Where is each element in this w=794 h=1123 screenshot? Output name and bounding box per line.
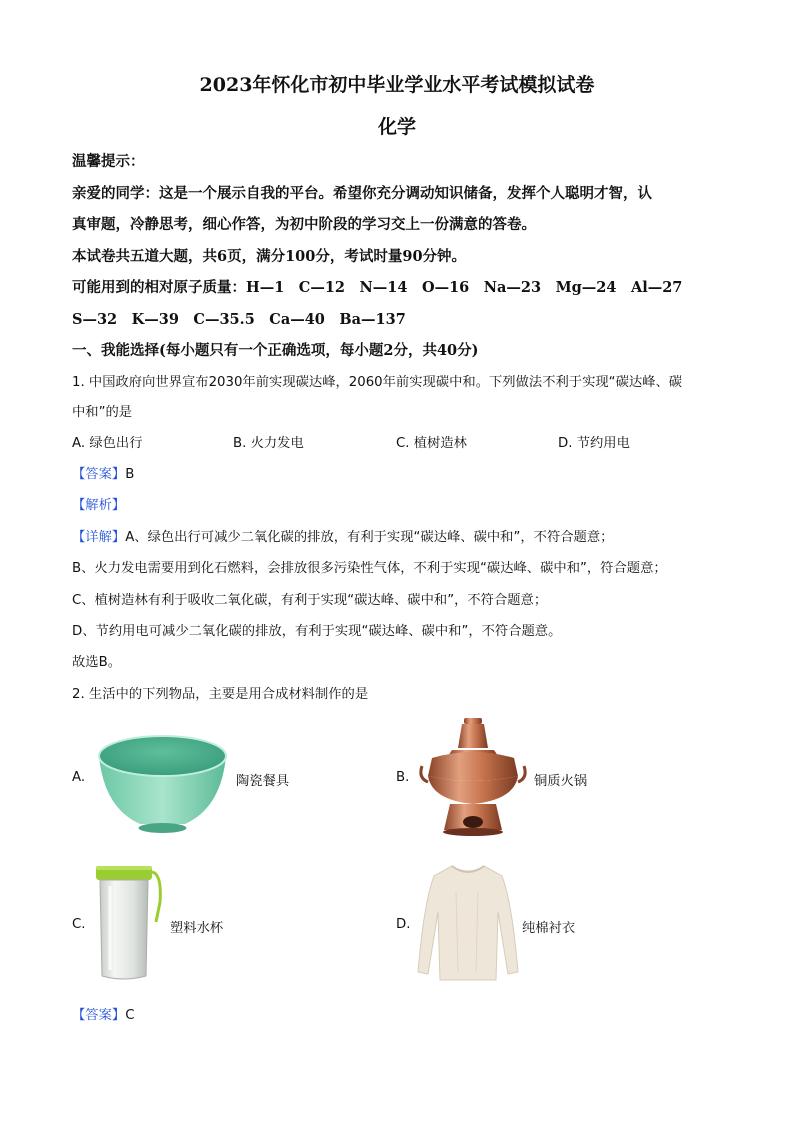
answer-value: C bbox=[125, 1008, 135, 1023]
option-a: A. 绿色出行 bbox=[72, 436, 143, 451]
detail-tag: 【详解】 bbox=[72, 530, 126, 545]
option-letter: B. bbox=[396, 770, 410, 785]
option-letter: C. bbox=[72, 917, 86, 932]
question-stem: 2. 生活中的下列物品，主要是用合成材料制作的是 bbox=[72, 687, 369, 702]
question-stem: 中和”的是 bbox=[72, 405, 133, 420]
option-caption: 铜质火锅 bbox=[534, 774, 588, 789]
ceramic-bowl-icon bbox=[95, 728, 230, 838]
answer-value: B bbox=[125, 467, 135, 482]
atomic-mass-line: S—32 K—39 C—35.5 Ca—40 Ba—137 bbox=[72, 311, 406, 328]
atomic-mass-line: 可能用到的相对原子质量：H—1 C—12 N—14 O—16 Na—23 Mg—24 Al—27 bbox=[72, 279, 683, 296]
analysis-tag: 【解析】 bbox=[72, 498, 126, 513]
option-caption: 纯棉衬衣 bbox=[522, 921, 576, 936]
option-d: D. 节约用电 bbox=[558, 436, 630, 451]
answer-tag: 【答案】 bbox=[72, 467, 126, 482]
analysis-line bbox=[72, 494, 125, 513]
answer-line bbox=[72, 463, 134, 482]
question-stem: 1. 中国政府向世界宣布2030年前实现碳达峰，2060年前实现碳中和。下列做法不利于实现“碳达峰、碳 bbox=[72, 375, 683, 390]
cotton-shirt-icon bbox=[416, 862, 520, 984]
option-letter: D. bbox=[396, 917, 411, 932]
detail-text: A、绿色出行可减少二氧化碳的排放，有利于实现“碳达峰、碳中和”，不符合题意； bbox=[125, 530, 614, 545]
detail-line: C、植树造林有利于吸收二氧化碳，有利于实现“碳达峰、碳中和”，不符合题意； bbox=[72, 593, 548, 608]
notice-line: 亲爱的同学：这是一个展示自我的平台。希望你充分调动知识储备，发挥个人聪明才智，认 bbox=[72, 185, 652, 202]
answer-line bbox=[72, 1004, 134, 1023]
notice-heading: 温馨提示： bbox=[72, 153, 145, 170]
subject-title: 化学 bbox=[377, 116, 416, 138]
option-letter: A. bbox=[72, 770, 86, 785]
detail-line: B、火力发电需要用到化石燃料，会排放很多污染性气体，不利于实现“碳达峰、碳中和”，符合题意； bbox=[72, 561, 667, 576]
detail-line bbox=[72, 526, 613, 545]
section-heading: 一、我能选择(每小题只有一个正确选项，每小题2分，共40分) bbox=[72, 342, 479, 359]
detail-line: D、节约用电可减少二氧化碳的排放，有利于实现“碳达峰、碳中和”，不符合题意。 bbox=[72, 624, 562, 639]
option-caption: 陶瓷餐具 bbox=[236, 774, 290, 789]
option-c: C. 植树造林 bbox=[396, 436, 467, 451]
conclusion-line: 故选B。 bbox=[72, 655, 122, 670]
notice-line: 本试卷共五道大题，共6页，满分100分，考试时量90分钟。 bbox=[72, 248, 467, 265]
copper-hotpot-icon bbox=[418, 716, 528, 838]
exam-title: 2023年怀化市初中毕业学业水平考试模拟试卷 bbox=[199, 74, 595, 96]
plastic-cup-icon bbox=[94, 862, 164, 984]
option-b: B. 火力发电 bbox=[233, 436, 304, 451]
answer-tag: 【答案】 bbox=[72, 1008, 126, 1023]
option-caption: 塑料水杯 bbox=[170, 921, 224, 936]
notice-line: 真审题，冷静思考，细心作答，为初中阶段的学习交上一份满意的答卷。 bbox=[72, 216, 536, 233]
